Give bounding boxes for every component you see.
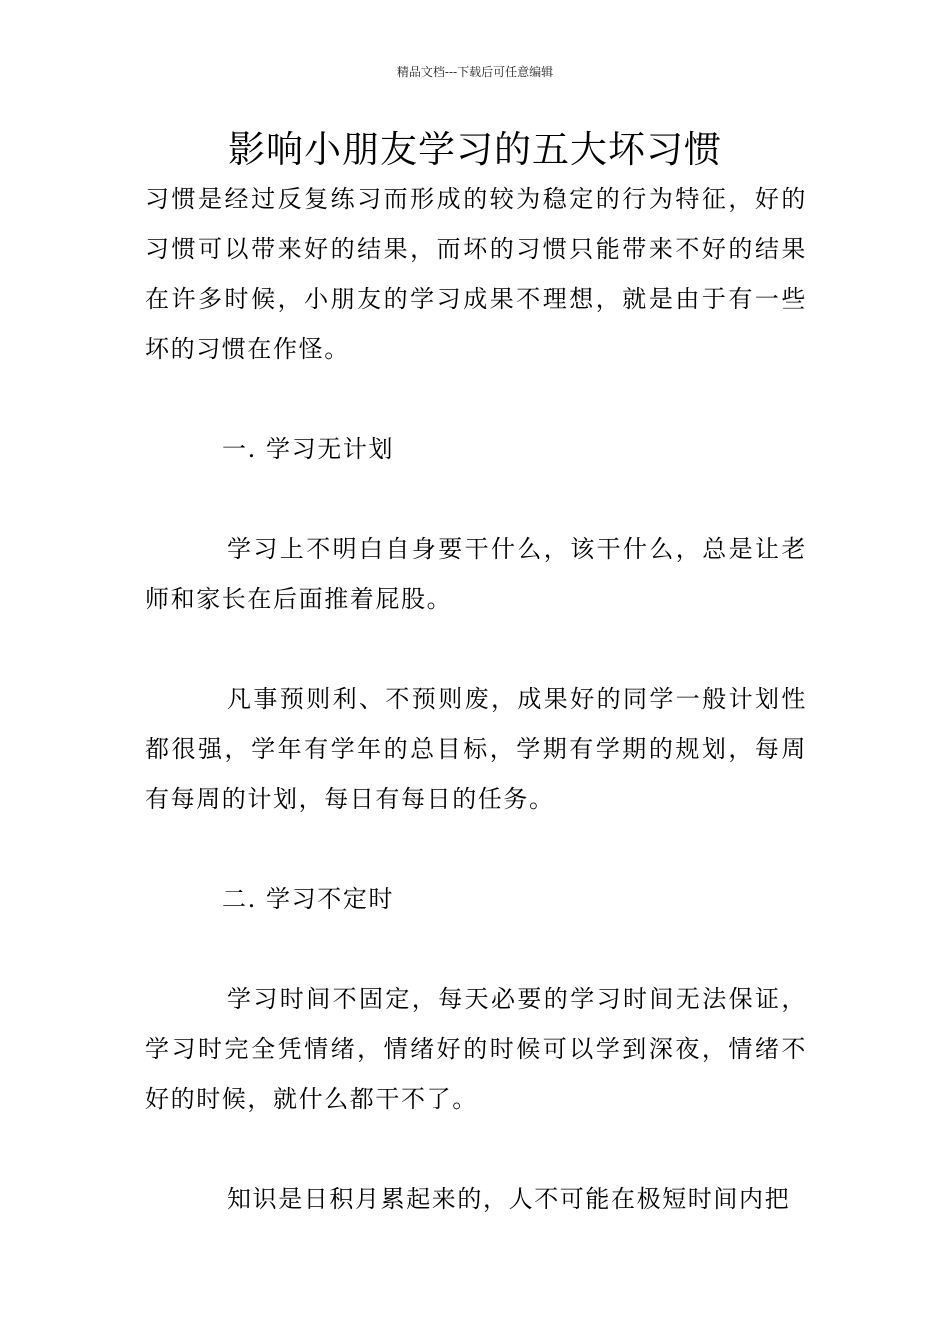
spacer	[145, 374, 807, 424]
spacer	[145, 624, 807, 674]
section-2-paragraph-1: 学习时间不固定，每天必要的学习时间无法保证，学习时完全凭情绪，情绪好的时候可以学到深夜，情绪不好的时候，就什么都干不了。	[145, 985, 807, 1113]
section-heading-1: 一. 学习无计划	[222, 435, 395, 463]
intro-paragraph: 习惯是经过反复练习而形成的较为稳定的行为特征，好的习惯可以带来好的结果，而坏的习惯只能带来不好的结果在许多时候，小朋友的学习成果不理想，就是由于有一些坏的习惯在作怪。	[145, 185, 807, 363]
spacer	[145, 1124, 807, 1174]
header-note: 精品文档---下载后可任意编辑	[396, 65, 554, 79]
section-1-paragraph-1: 学习上不明白自身要干什么，该干什么，总是让老师和家长在后面推着屁股。	[145, 535, 807, 613]
section-1-paragraph-2: 凡事预则利、不预则废，成果好的同学一般计划性都很强，学年有学年的总目标，学期有学期的规划，每周有每周的计划，每日有每日的任务。	[145, 685, 807, 813]
spacer	[145, 824, 807, 874]
spacer	[145, 924, 807, 974]
spacer	[145, 474, 807, 524]
section-2-paragraph-2: 知识是日积月累起来的，人不可能在极短时间内把	[227, 1185, 791, 1213]
document-title: 影响小朋友学习的五大坏习惯	[228, 128, 722, 171]
document-body	[145, 174, 807, 1224]
section-heading-2: 二. 学习不定时	[222, 885, 395, 913]
